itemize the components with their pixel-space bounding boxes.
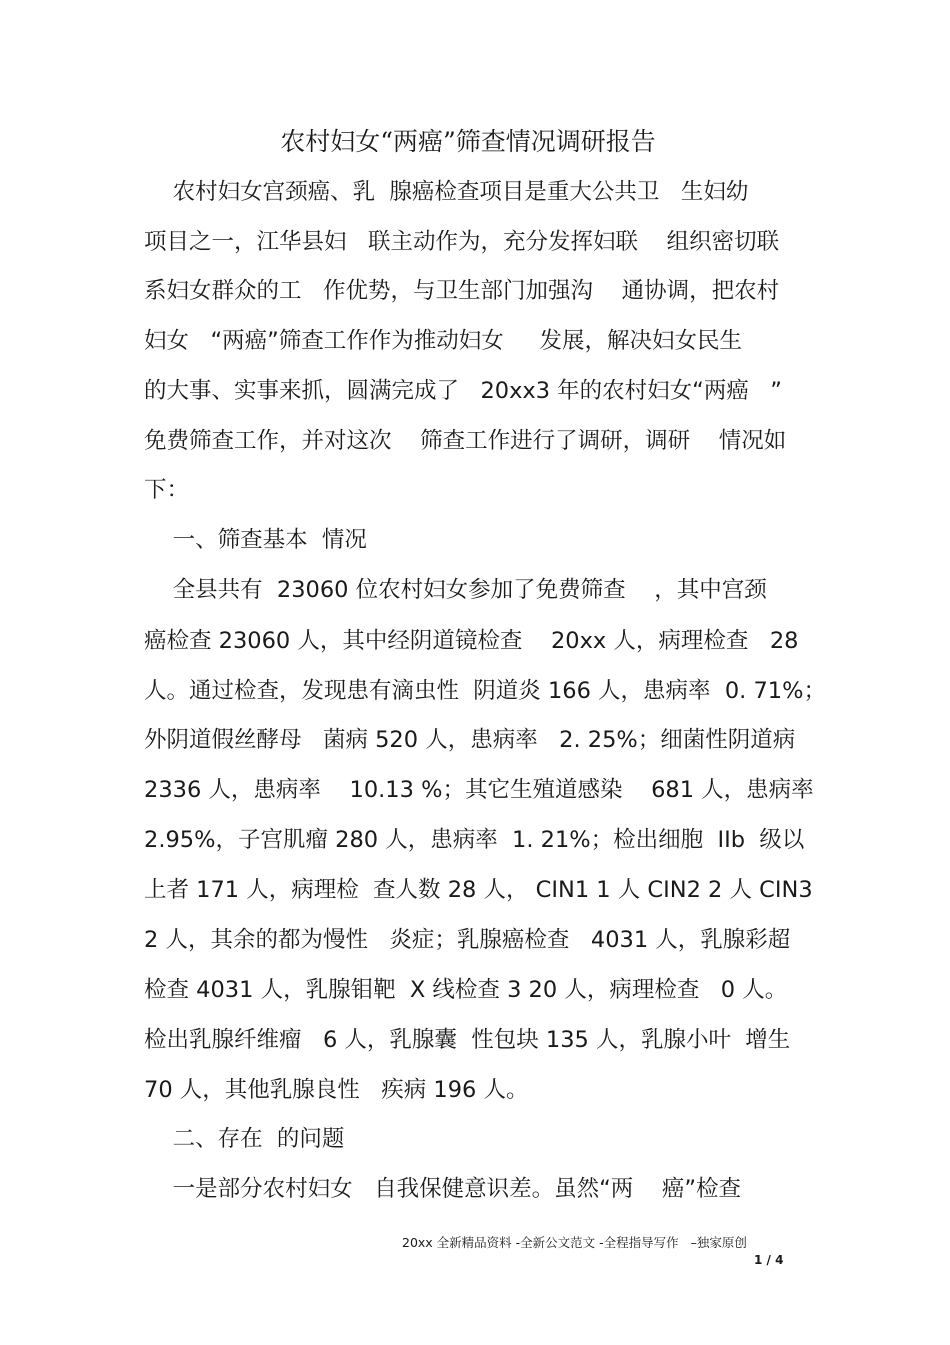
page-number: 1 / 4 <box>754 1253 784 1267</box>
body-line: 外阴道假丝酵母 菌病 520 人，患病率 2. 25%；细菌性阴道病 <box>144 727 796 753</box>
body-line: 免费筛查工作，并对这次 筛查工作进行了调研，调研 情况如 <box>144 428 787 454</box>
body-line: 一是部分农村妇女 自我保健意识差。虽然“两 癌”检查 <box>144 1176 741 1202</box>
body-line: 项目之一，江华县妇 联主动作为，充分发挥妇联 组织密切联 <box>144 229 780 255</box>
body-line: 检查 4031 人，乳腺钼靶 X 线检查 3 20 人，病理检查 0 人。 <box>144 977 788 1003</box>
body-line: 下： <box>144 477 190 503</box>
body-line: 系妇女群众的工 作优势，与卫生部门加强沟 通协调，把农村 <box>144 278 780 304</box>
body-line: 全县共有 23060 位农村妇女参加了免费筛查 ，其中宫颈 <box>144 577 767 603</box>
body-line: 2336 人，患病率 10.13 %；其它生殖道感染 681 人，患病率 <box>144 777 814 803</box>
body-line: 2 人，其余的都为慢性 炎症；乳腺癌检查 4031 人，乳腺彩超 <box>144 927 791 953</box>
section-heading: 一、筛查基本 情况 <box>144 527 367 553</box>
body-line: 70 人，其他乳腺良性 疾病 196 人。 <box>144 1077 529 1103</box>
body-line: 癌检查 23060 人，其中经阴道镜检查 20xx 人，病理检查 28 <box>144 628 799 654</box>
body-line: 2.95%，子宫肌瘤 280 人，患病率 1. 21%；检出细胞 IIb 级以 <box>144 827 805 853</box>
page-footer: 20xx 全新精品资料 -全新公文范文 -全程指导写作 –独家原创 <box>402 1235 747 1250</box>
body-line: 农村妇女宫颈癌、乳 腺癌检查项目是重大公共卫 生妇幼 <box>144 179 749 205</box>
body-line: 人。通过检查，发现患有滴虫性 阴道炎 166 人，患病率 0. 71%； <box>144 678 826 704</box>
section-heading: 二、存在 的问题 <box>144 1126 345 1152</box>
body-line: 妇女 “两癌”筛查工作作为推动妇女 发展，解决妇女民生 <box>144 328 743 354</box>
body-line: 检出乳腺纤维瘤 6 人，乳腺囊 性包块 135 人，乳腺小叶 增生 <box>144 1027 791 1053</box>
body-line: 上者 171 人，病理检 查人数 28 人， CIN1 1 人 CIN2 2 人 CIN3 <box>144 877 813 903</box>
body-line: 的大事、实事来抓，圆满完成了 20xx3 年的农村妇女“两癌 ” <box>144 378 782 404</box>
document-title: 农村妇女“两癌”筛查情况调研报告 <box>280 127 656 156</box>
